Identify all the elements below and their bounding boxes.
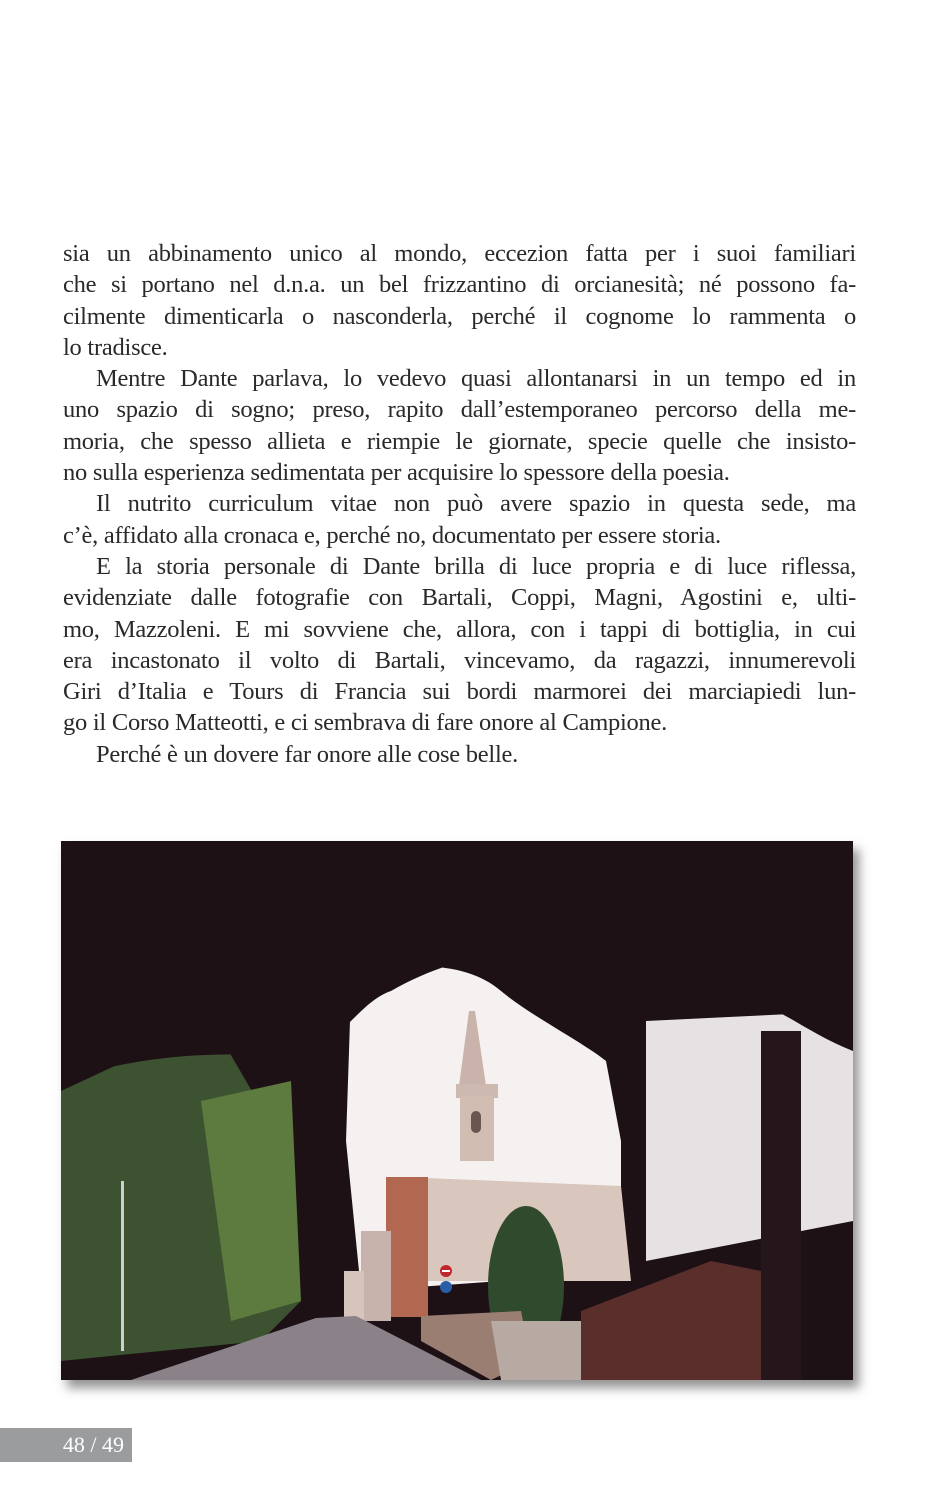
text-line: no sulla esperienza sedimentata per acquisire lo spessore della poesia. — [63, 459, 730, 487]
text-line: era incastonato il volto di Bartali, vincevamo, da ragazzi, innumerevoli — [63, 646, 856, 674]
text-line: Giri d’Italia e Tours di Francia sui bordi marmorei dei marciapiedi lun- — [63, 678, 856, 706]
text-line: sia un abbinamento unico al mondo, eccezion fatta per i suoi familiari — [63, 240, 856, 267]
text-line: che si portano nel d.n.a. un bel frizzantino di orcianesità; né possono fa- — [63, 271, 856, 299]
text-line: mo, Mazzoleni. E mi sovviene che, allora, con i tappi di bottiglia, in cui — [63, 615, 856, 643]
text-line: E la storia personale di Dante brilla di luce propria e di luce riflessa, — [96, 552, 856, 580]
street-church-photo — [61, 841, 853, 1380]
body-text — [63, 238, 856, 770]
text-line: evidenziate dalle fotografie con Bartali, Coppi, Magni, Agostini e, ulti- — [63, 584, 856, 612]
text-line: lo tradisce. — [63, 333, 168, 361]
paragraph-4 — [63, 551, 856, 739]
paragraph-3 — [63, 488, 856, 551]
text-line: c’è, affidato alla cronaca e, perché no, documentato per essere storia. — [63, 521, 721, 549]
photo-illustration — [61, 841, 853, 1380]
text-line: Mentre Dante parlava, lo vedevo quasi allontanarsi in un tempo ed in — [96, 365, 856, 393]
page-number: 48 / 49 — [0, 1428, 132, 1462]
text-line: Il nutrito curriculum vitae non può avere spazio in questa sede, ma — [96, 490, 856, 518]
text-line: Perché è un dovere far onore alle cose belle. — [96, 740, 519, 768]
text-line: cilmente dimenticarla o nasconderla, perché il cognome lo rammenta o — [63, 302, 856, 330]
paragraph-5 — [63, 739, 856, 770]
paragraph-1 — [63, 238, 856, 363]
text-line: uno spazio di sogno; preso, rapito dall’estemporaneo percorso della me- — [63, 396, 856, 424]
text-line: moria, che spesso allieta e riempie le giornate, specie quelle che insisto- — [63, 427, 856, 455]
paragraph-2 — [63, 363, 856, 488]
text-line: go il Corso Matteotti, e ci sembrava di fare onore al Campione. — [63, 709, 668, 737]
